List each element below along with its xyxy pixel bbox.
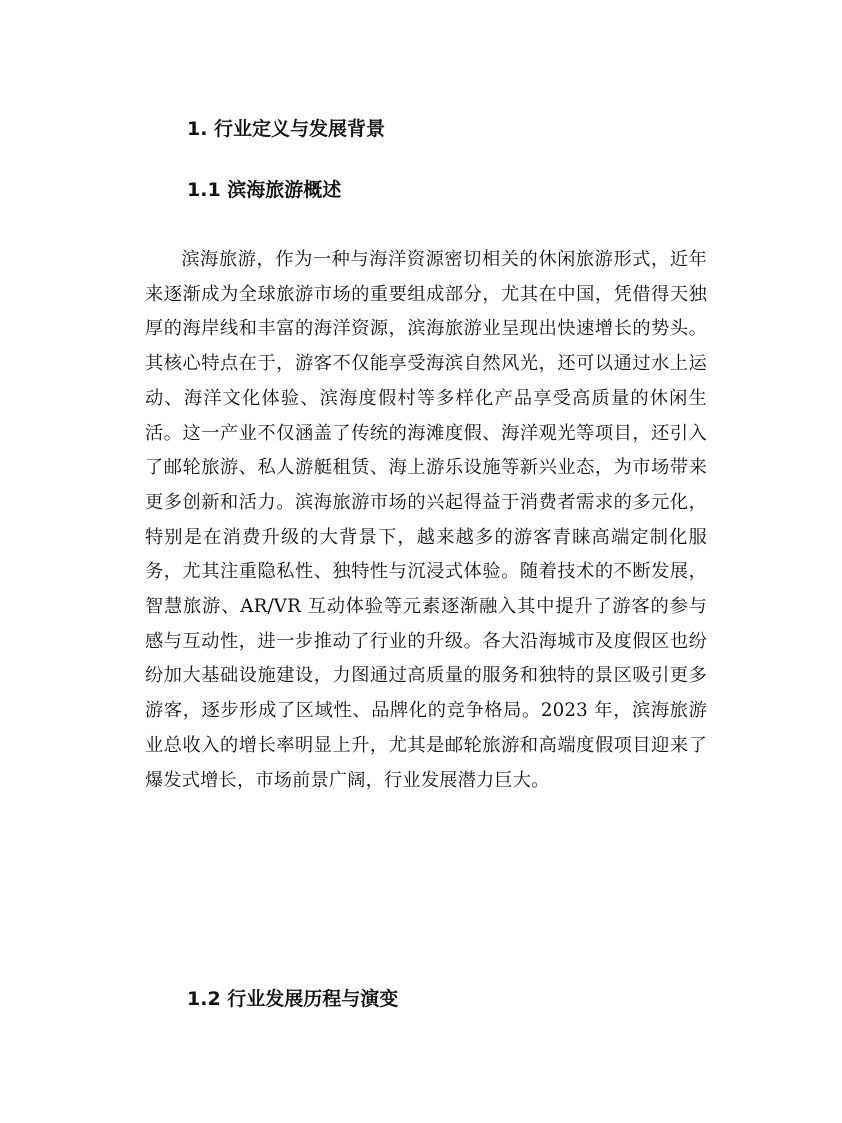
section-heading: 1. 行业定义与发展背景 — [187, 118, 386, 140]
subsection-heading-overview: 1.1 滨海旅游概述 — [187, 179, 342, 201]
body-paragraph: 滨海旅游，作为一种与海洋资源密切相关的休闲旅游形式，近年来逐渐成为全球旅游市场的重要组成部分，尤其在中国，凭借得天独厚的海岸线和丰富的海洋资源，滨海旅游业呈现出快速增长的势头。其核心特点在于，游客不仅能享受海滨自然风光，还可以通过水上运动、海洋文化体验、滨海度假村等多样化产品享受高质量的休闲生活。这一产业不仅涵盖了传统的海滩度假、海洋观光等项目，还引入了邮轮旅游、私人游艇租赁、海上游乐设施等新兴业态，为市场带来更多创新和活力。滨海旅游市场的兴起得益于消费者需求的多元化，特别是在消费升级的大背景下，越来越多的游客青睐高端定制化服务，尤其注重隐私性、独特性与沉浸式体验。随着技术的不断发展，智慧旅游、AR/VR 互动体验等元素逐渐融入其中提升了游客的参与感与互动性，进一步推动了行业的升级。各大沿海城市及度假区也纷纷加大基础设施建设，力图通过高质量的服务和独特的景区吸引更多游客，逐步形成了区域性、品牌化的竞争格局。2023 年，滨海旅游业总收入的增长率明显上升，尤其是邮轮旅游和高端度假项目迎来了爆发式增长，市场前景广阔，行业发展潜力巨大。 — [145, 249, 707, 791]
subsection-heading-history: 1.2 行业发展历程与演变 — [187, 988, 399, 1010]
